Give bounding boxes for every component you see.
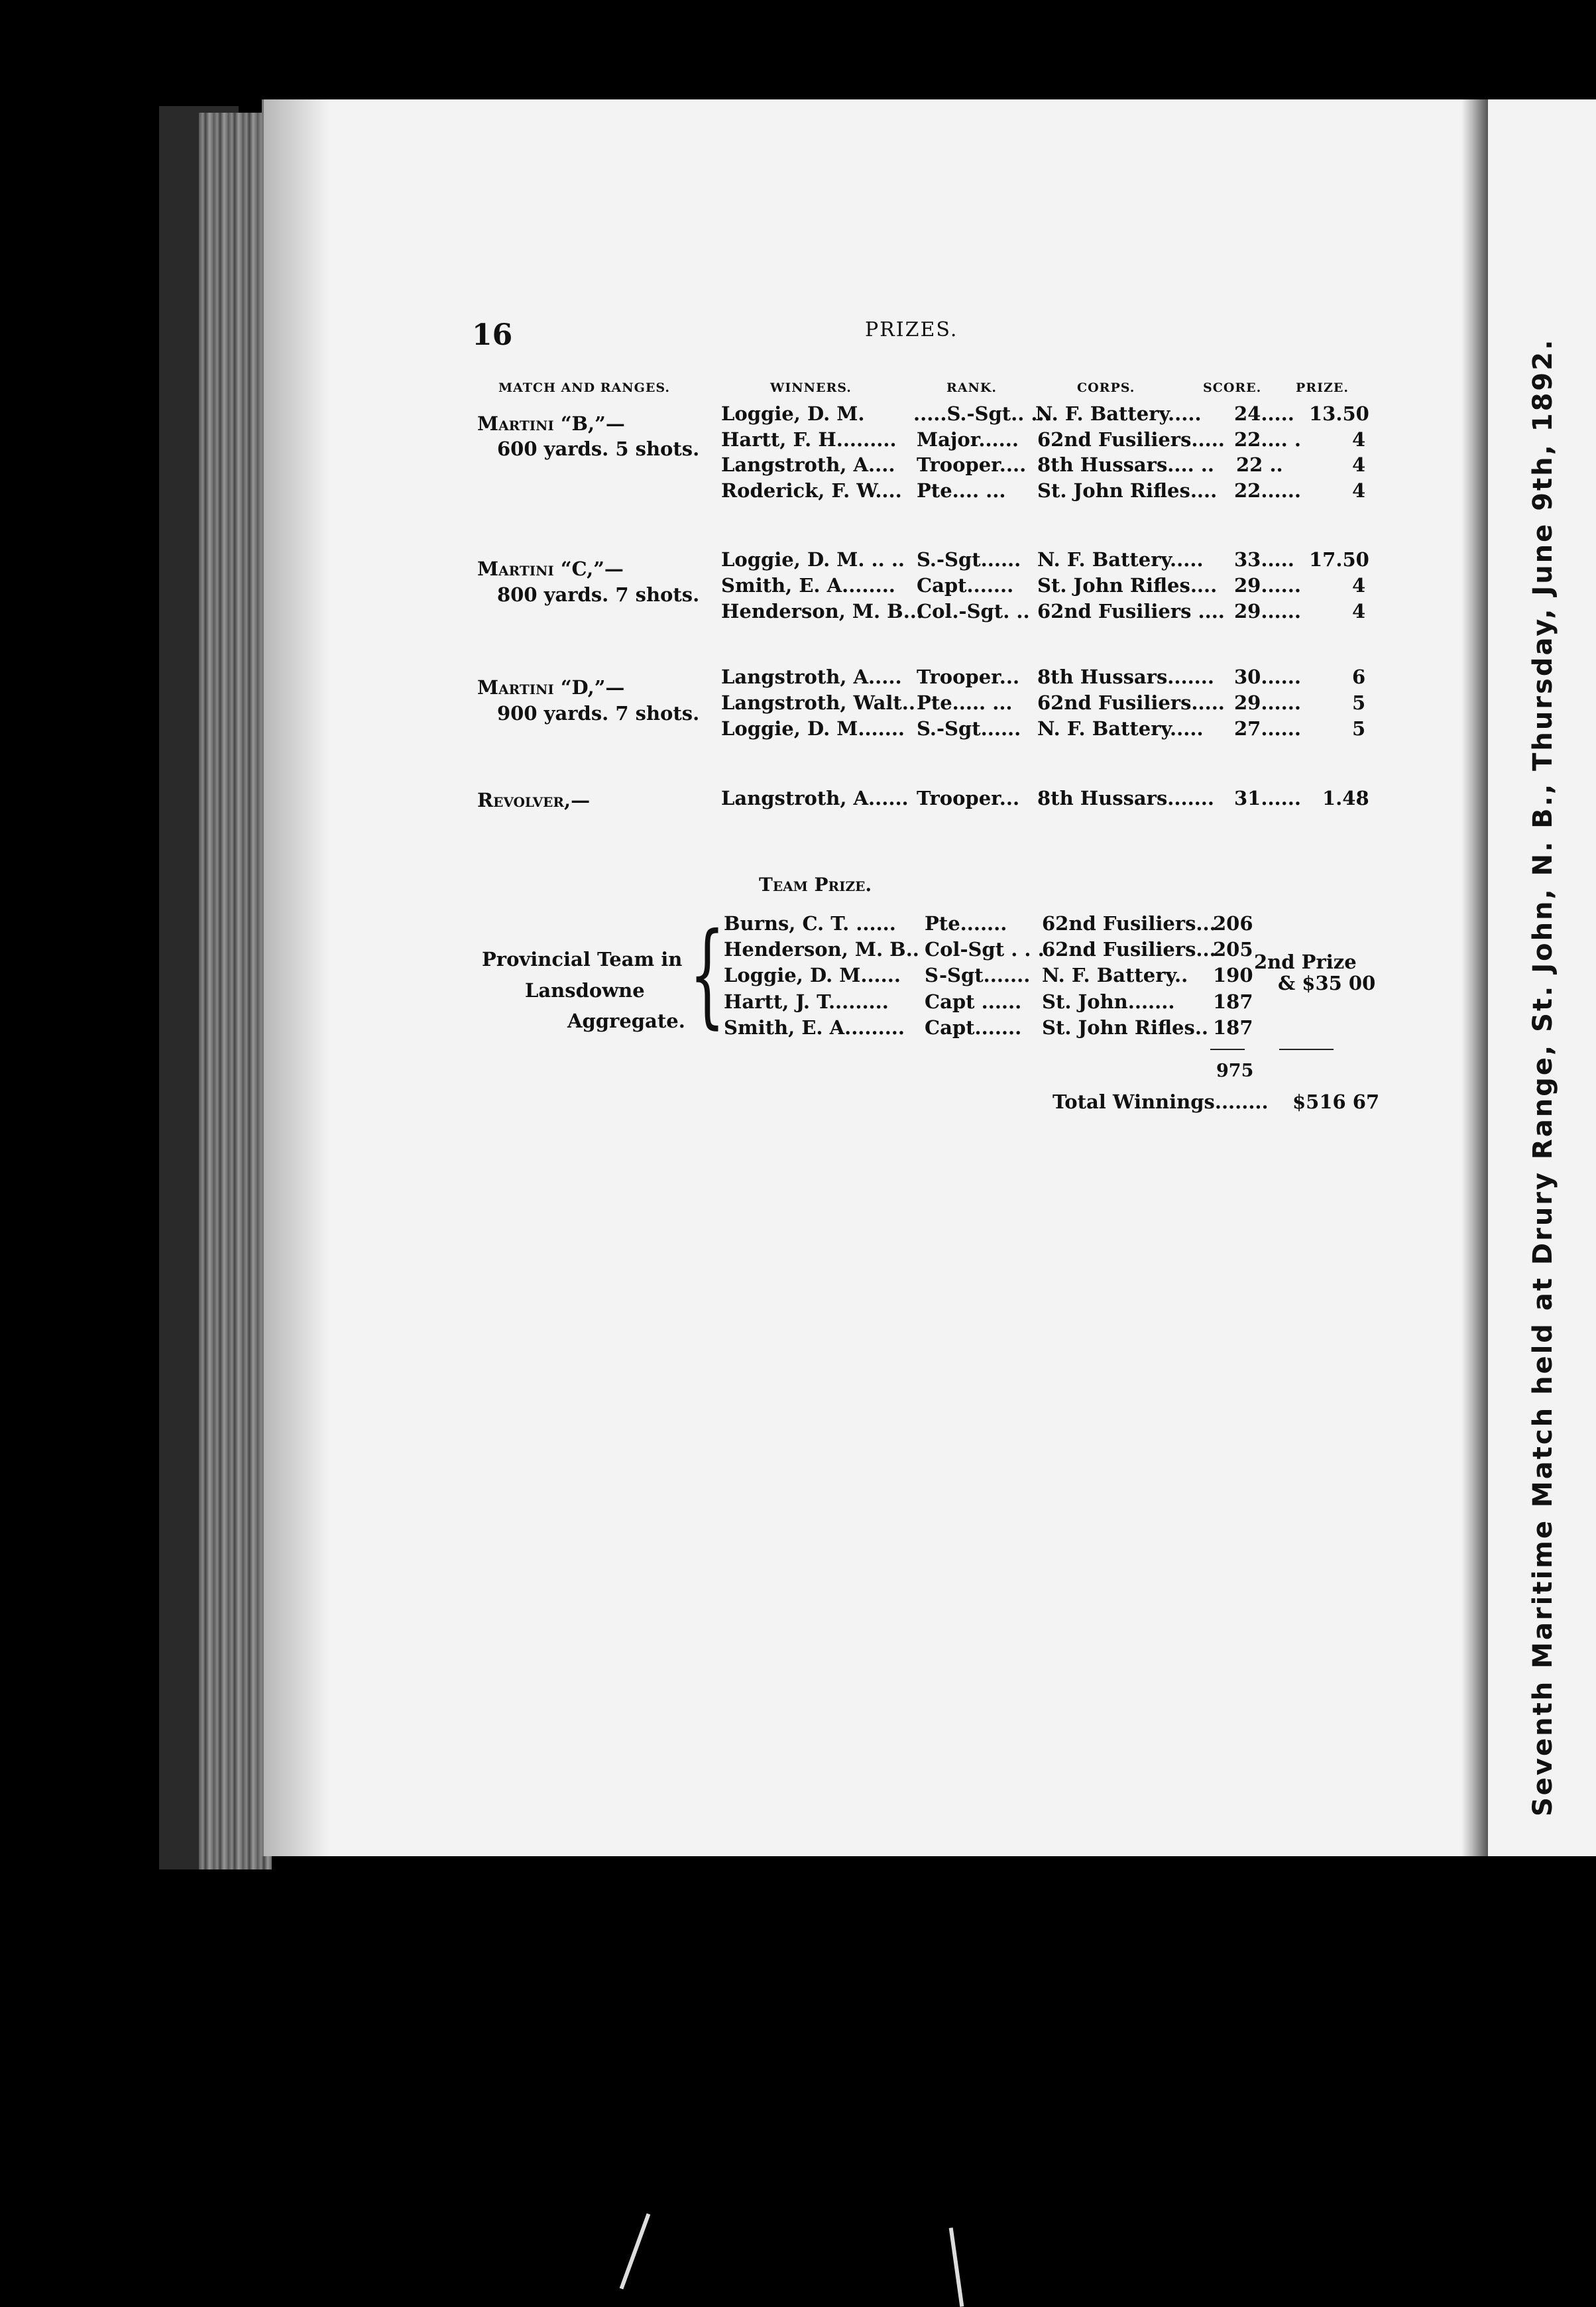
column-header-rank: RANK. — [946, 381, 997, 395]
rank-cell: Capt....... — [925, 1016, 1022, 1039]
page-heading: PRIZES. — [865, 318, 958, 341]
winner-cell: Henderson, M. B.. — [724, 938, 919, 961]
prize-cell: 4 — [1352, 453, 1366, 476]
rank-cell: Pte....... — [925, 912, 1007, 935]
match-title: Revolver,— — [477, 789, 591, 811]
corps-cell: N. F. Battery..... — [1035, 402, 1202, 425]
corps-cell: N. F. Battery..... — [1037, 717, 1204, 740]
total-winnings-label: Total Winnings........ — [1053, 1091, 1269, 1113]
team-brace: { — [689, 909, 726, 1040]
score-cell: 190 — [1213, 964, 1253, 986]
rank-cell: .....S.-Sgt.. ... — [913, 402, 1051, 425]
winner-cell: Loggie, D. M. .. .. — [721, 548, 905, 571]
score-cell: 33..... — [1234, 548, 1294, 571]
corps-cell: 8th Hussars.... .. — [1037, 453, 1214, 476]
corps-cell: St. John....... — [1042, 990, 1175, 1013]
score-cell: 31...... — [1234, 787, 1301, 809]
column-header-prize: PRIZE. — [1296, 381, 1349, 395]
score-cell: 206 — [1213, 912, 1253, 935]
team-prize-line: 2nd Prize — [1254, 951, 1357, 973]
score-cell: 29...... — [1234, 574, 1301, 597]
column-header-score: SCORE. — [1203, 381, 1262, 395]
scan-artifact — [620, 2214, 651, 2290]
corps-cell: N. F. Battery.. — [1042, 964, 1188, 986]
score-cell: 24..... — [1234, 402, 1294, 425]
match-title: Martini “B,”— — [477, 412, 625, 435]
winner-cell: Loggie, D. M...... — [724, 964, 901, 986]
winner-cell: Roderick, F. W.... — [721, 479, 902, 502]
winner-cell: Smith, E. A......... — [724, 1016, 905, 1039]
corps-cell: N. F. Battery..... — [1037, 548, 1204, 571]
side-caption: Seventh Maritime Match held at Drury Range, St. John, N. B., Thursday, June 9th, 1892. — [1528, 337, 1558, 1816]
winner-cell: Hartt, F. H......... — [721, 428, 897, 451]
team-label-line: Provincial Team in — [482, 948, 683, 971]
winner-cell: Hartt, J. T......... — [724, 990, 889, 1013]
rank-cell: S.-Sgt...... — [917, 717, 1021, 740]
corps-cell: 8th Hussars....... — [1037, 666, 1214, 688]
rank-cell: Capt ...... — [925, 990, 1022, 1013]
prize-cell: 4 — [1352, 574, 1366, 597]
rank-cell: S-Sgt....... — [925, 964, 1031, 986]
corps-cell: St. John Rifles.. — [1042, 1016, 1209, 1039]
page-number: 16 — [472, 318, 513, 352]
score-cell: 205 — [1213, 938, 1253, 961]
column-header-match: MATCH AND RANGES. — [498, 381, 671, 395]
rank-cell: Trooper... — [917, 666, 1020, 688]
rank-cell: Pte.... ... — [917, 479, 1006, 502]
team-label-line: Lansdowne — [525, 979, 645, 1002]
prize-cell: 5 — [1352, 717, 1366, 740]
prize-cell: 4 — [1352, 479, 1366, 502]
team-prize-heading: Team Prize. — [759, 874, 872, 896]
score-cell: 22 .. — [1236, 453, 1283, 476]
score-cell: 29...... — [1234, 691, 1301, 714]
winner-cell: Burns, C. T. ...... — [724, 912, 896, 935]
prize-cell: 1.48 — [1322, 787, 1369, 809]
team-label-line: Aggregate. — [567, 1010, 685, 1032]
score-cell: 22.... . — [1234, 428, 1301, 451]
match-range: 900 yards. 7 shots. — [497, 702, 700, 725]
winner-cell: Smith, E. A........ — [721, 574, 895, 597]
score-sum-rule — [1210, 1049, 1245, 1050]
rank-cell: Major...... — [917, 428, 1019, 451]
score-cell: 30...... — [1234, 666, 1301, 688]
winner-cell: Loggie, D. M....... — [721, 717, 905, 740]
match-range: 600 yards. 5 shots. — [497, 438, 700, 460]
winner-cell: Henderson, M. B... — [721, 600, 923, 622]
prize-sum-rule — [1279, 1049, 1334, 1050]
team-prize-line: & $35 00 — [1278, 972, 1376, 994]
match-title: Martini “C,”— — [477, 558, 624, 580]
corps-cell: 62nd Fusiliers .... — [1037, 600, 1225, 622]
page-edges — [199, 113, 272, 1869]
scan-artifact — [949, 2227, 964, 2307]
rank-cell: Trooper.... — [917, 453, 1027, 476]
match-range: 800 yards. 7 shots. — [497, 583, 700, 606]
score-cell: 29...... — [1234, 600, 1301, 622]
prize-cell: 6 — [1352, 666, 1366, 688]
total-winnings-amount: $516 67 — [1292, 1091, 1380, 1113]
score-cell: 187 — [1213, 990, 1253, 1013]
prize-cell: 4 — [1352, 428, 1366, 451]
corps-cell: St. John Rifles.... — [1037, 479, 1218, 502]
column-header-corps: CORPS. — [1077, 381, 1135, 395]
rank-cell: Col-Sgt . . . — [925, 938, 1045, 961]
rank-cell: Col.-Sgt. .. — [917, 600, 1030, 622]
score-cell: 27...... — [1234, 717, 1301, 740]
corps-cell: St. John Rifles.... — [1037, 574, 1218, 597]
rank-cell: Pte..... ... — [917, 691, 1013, 714]
prize-cell: 13.50 — [1309, 402, 1369, 425]
corps-cell: 62nd Fusiliers..... — [1037, 691, 1225, 714]
rank-cell: Trooper... — [917, 787, 1020, 809]
winner-cell: Loggie, D. M. — [721, 402, 865, 425]
winner-cell: Langstroth, A.... — [721, 453, 895, 476]
corps-cell: 8th Hussars....... — [1037, 787, 1214, 809]
page-gutter — [1461, 99, 1488, 1856]
prize-cell: 17.50 — [1309, 548, 1369, 571]
prize-cell: 4 — [1352, 600, 1366, 622]
winner-cell: Langstroth, A..... — [721, 666, 902, 688]
corps-cell: 62nd Fusiliers... — [1042, 938, 1216, 961]
column-header-winners: WINNERS. — [770, 381, 852, 395]
team-total-score: 975 — [1216, 1061, 1254, 1081]
rank-cell: Capt....... — [917, 574, 1014, 597]
winner-cell: Langstroth, A...... — [721, 787, 909, 809]
rank-cell: S.-Sgt...... — [917, 548, 1021, 571]
score-cell: 187 — [1213, 1016, 1253, 1039]
corps-cell: 62nd Fusiliers..... — [1037, 428, 1225, 451]
match-title: Martini “D,”— — [477, 676, 625, 699]
score-cell: 22...... — [1234, 479, 1301, 502]
corps-cell: 62nd Fusiliers... — [1042, 912, 1216, 935]
prize-cell: 5 — [1352, 691, 1366, 714]
winner-cell: Langstroth, Walt.. — [721, 691, 916, 714]
